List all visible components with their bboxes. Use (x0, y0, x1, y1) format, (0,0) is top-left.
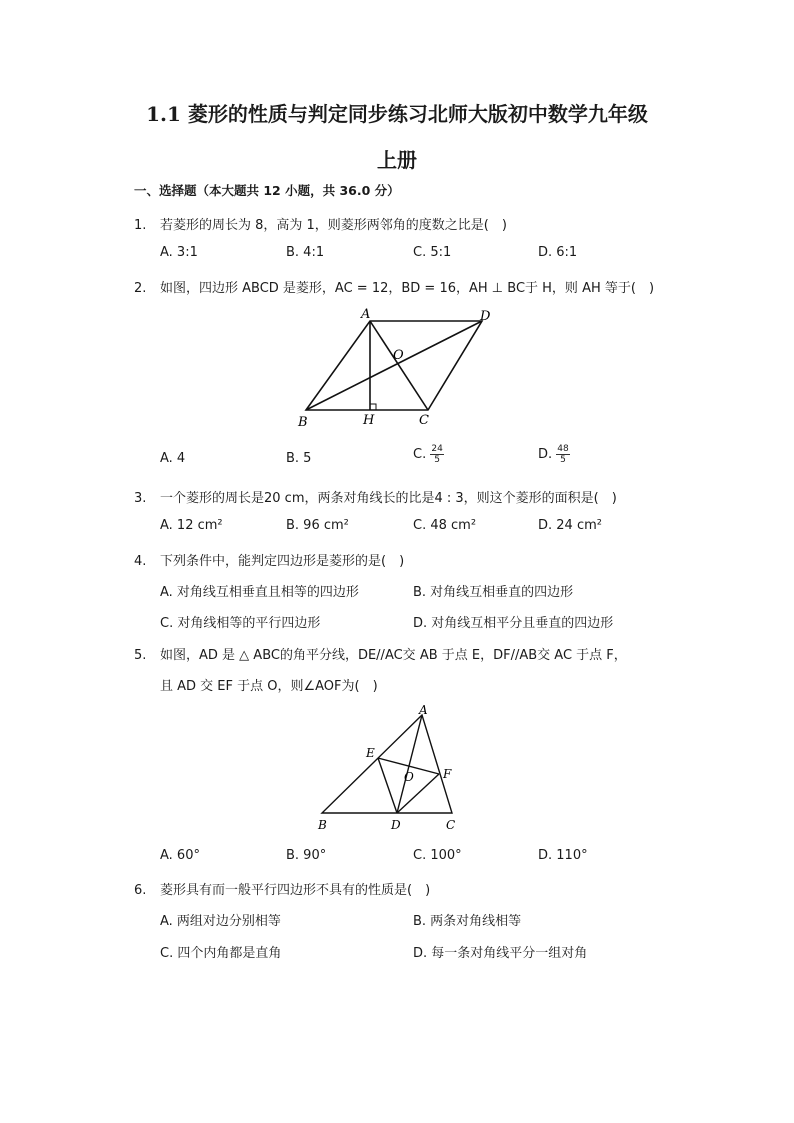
label-f: F (443, 767, 452, 781)
numerator: 24 (431, 444, 443, 454)
option-c (413, 444, 444, 465)
question-text: 一个菱形的周长是20 cm，两条对角线长的比是4 : 3，则这个菱形的面积是( ) (160, 491, 617, 506)
question-text: 若菱形的周长为 8，高为 1，则菱形两邻角的度数之比是( ) (160, 218, 507, 233)
option-d: D. 6:1 (538, 245, 578, 260)
question-number: 3. (134, 491, 147, 506)
question-number: 1. (134, 218, 147, 233)
section-heading: 一、选择题（本大题共 12 小题，共 36.0 分） (134, 183, 400, 198)
question-number: 5. (134, 648, 147, 663)
diagonal-ac (370, 321, 428, 410)
denominator: 5 (560, 455, 566, 465)
option-c: C. 对角线相等的平行四边形 (160, 616, 321, 631)
option-c: C. 100° (413, 848, 462, 863)
triangle-abc (322, 715, 452, 813)
option-a: A. 3:1 (160, 245, 198, 260)
option-b: B. 对角线互相垂直的四边形 (413, 585, 574, 600)
label-d: D (480, 309, 491, 324)
question-2 (134, 277, 654, 296)
label-h: H (363, 413, 375, 428)
label-e: E (366, 746, 375, 760)
label-o: O (393, 348, 404, 363)
document-title-line1: 1.1 菱形的性质与判定同步练习北师大版初中数学九年级 (146, 102, 648, 126)
label-b: B (318, 818, 327, 832)
option-c: C. 四个内角都是直角 (160, 946, 282, 961)
label-c: C (446, 818, 456, 832)
option-letter: C. (413, 447, 427, 462)
question-number: 4. (134, 554, 147, 569)
question-text: 下列条件中，能判定四边形是菱形的是( ) (160, 554, 405, 569)
question-number: 2. (134, 281, 147, 296)
option-b: B. 两条对角线相等 (413, 914, 522, 929)
question-number: 6. (134, 883, 147, 898)
option-a: A. 两组对边分别相等 (160, 914, 281, 929)
label-b: B (298, 415, 308, 430)
option-c: C. 48 cm² (413, 518, 477, 533)
right-angle-mark (370, 404, 376, 410)
fraction-48-5 (556, 444, 569, 465)
label-c: C (419, 413, 429, 428)
option-b: B. 96 cm² (286, 518, 349, 533)
denominator: 5 (434, 455, 440, 465)
question-5 (134, 644, 627, 663)
option-a: A. 12 cm² (160, 518, 223, 533)
question-text: 菱形具有而一般平行四边形不具有的性质是( ) (160, 883, 431, 898)
label-d: D (391, 818, 401, 832)
question-1 (134, 214, 507, 233)
question-5-line2: 且 AD 交 EF 于点 O，则∠AOF为( ) (160, 679, 378, 694)
triangle-figure (0, 700, 794, 840)
option-a: A. 4 (160, 451, 186, 466)
document-title-line2: 上册 (377, 148, 417, 172)
option-b: B. 4:1 (286, 245, 325, 260)
rhombus-figure (0, 300, 794, 440)
numerator: 48 (557, 444, 569, 454)
option-letter: D. (538, 447, 553, 462)
option-d (538, 444, 570, 465)
option-b: B. 5 (286, 451, 312, 466)
label-o: O (404, 770, 414, 784)
segment-de (378, 758, 397, 813)
question-text: 如图，四边形 ABCD 是菱形，AC = 12，BD = 16，AH ⊥ BC于 H，则 AH 等于( ) (160, 281, 655, 296)
fraction-24-5 (430, 444, 443, 465)
question-4 (134, 550, 404, 569)
label-a: A (419, 703, 428, 717)
option-d: D. 110° (538, 848, 588, 863)
option-b: B. 90° (286, 848, 327, 863)
option-d: D. 24 cm² (538, 518, 602, 533)
question-3 (134, 487, 617, 506)
option-a: A. 60° (160, 848, 200, 863)
question-text: 如图，AD 是 △ ABC的角平分线，DE//AC交 AB 于点 E，DF//AB交 AC 于点 F， (160, 648, 627, 663)
option-a: A. 对角线互相垂直且相等的四边形 (160, 585, 359, 600)
question-6 (134, 879, 430, 898)
option-d: D. 每一条对角线平分一组对角 (413, 946, 588, 961)
label-a: A (361, 307, 371, 322)
option-c: C. 5:1 (413, 245, 452, 260)
option-d: D. 对角线互相平分且垂直的四边形 (413, 616, 614, 631)
